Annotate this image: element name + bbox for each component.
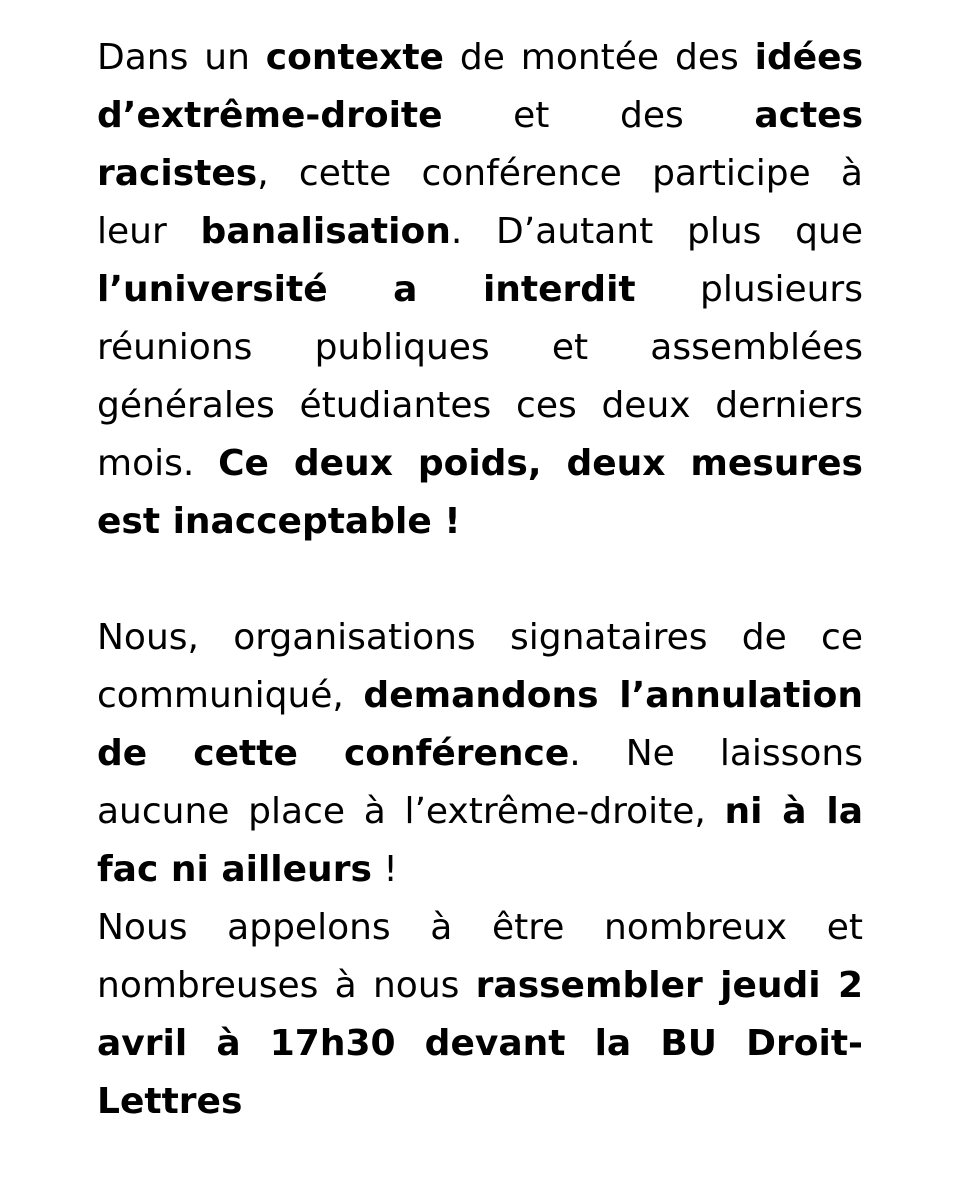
emphasis-text: contexte	[265, 37, 444, 78]
body-text: Nous appelons à être nombreux et nombreuses à nous	[97, 907, 863, 1006]
emphasis-text: banalisation	[200, 211, 451, 252]
emphasis-text: demandons l’annulation de cette conférence	[97, 675, 863, 774]
emphasis-text: idées d’extrême-droite	[97, 37, 863, 136]
body-text: Dans un	[97, 37, 266, 78]
emphasis-text: ni à la fac ni ailleurs	[97, 791, 863, 890]
body-text: et des	[442, 95, 755, 136]
body-text: plusieurs réunions publiques et assemblées générales étudiantes ces deux derniers mois.	[97, 269, 863, 484]
paragraph-call-to-gather	[97, 899, 863, 1131]
body-text: , cette conférence participe à leur	[97, 153, 863, 252]
emphasis-text: rassembler jeudi 2 avril à 17h30 devant la BU Droit-Lettres	[97, 965, 864, 1122]
body-text: !	[371, 849, 398, 890]
paragraph-context	[97, 29, 863, 551]
emphasis-text: Ce deux poids, deux mesures est inacceptable !	[97, 443, 863, 542]
body-text: Nous, organisations signataires de ce communiqué,	[97, 617, 863, 716]
body-text: . D’autant plus que	[450, 211, 863, 252]
body-text: . Ne laissons aucune place à l’extrême-droite,	[97, 733, 863, 832]
body-text: de montée des	[443, 37, 755, 78]
emphasis-text: l’université a interdit	[97, 269, 636, 310]
emphasis-text: actes racistes	[97, 95, 863, 194]
paragraph-demand	[97, 609, 863, 899]
